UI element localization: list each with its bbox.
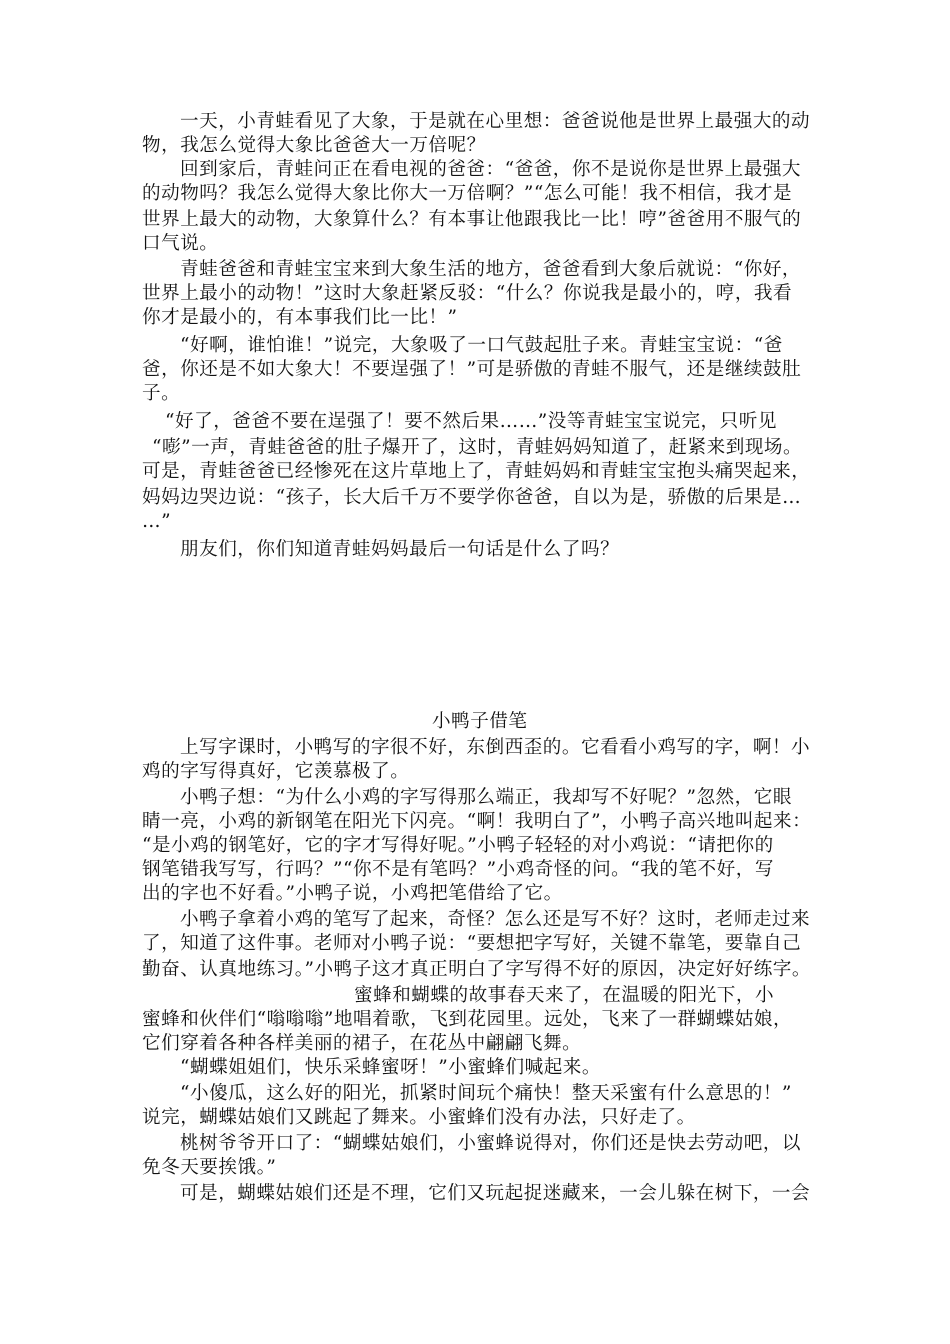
paragraph-line: 说完，蝴蝶姑娘们又跳起了舞来。小蜜蜂们没有办法，只好走了。 [142,1107,696,1128]
story-title: 小鸭子借笔 [432,711,528,732]
paragraph-line: “是小鸡的钢笔好，它的字才写得好呢。”小鸭子轻轻的对小鸡说：“请把你的 [142,835,774,856]
paragraph-line: 物，我怎么觉得大象比爸爸大一万倍呢？ [142,135,486,156]
paragraph-line: “小傻瓜，这么好的阳光，抓紧时间玩个痛快！整天采蜜有什么意思的！” [180,1083,792,1104]
paragraph-line: 鸡的字写得真好，它羡慕极了。 [142,761,410,782]
paragraph-line: 世界上最大的动物，大象算什么？有本事让他跟我比一比！哼”爸爸用不服气的 [142,209,802,230]
paragraph-line: 一天，小青蛙看见了大象，于是就在心里想：爸爸说他是世界上最强大的动 [180,111,811,132]
paragraph-line: 它们穿着各种各样美丽的裙子，在花丛中翩翩飞舞。 [142,1033,582,1054]
paragraph-line: 可是，青蛙爸爸已经惨死在这片草地上了，青蛙妈妈和青蛙宝宝抱头痛哭起来， [142,461,811,482]
paragraph-line: 青蛙爸爸和青蛙宝宝来到大象生活的地方，爸爸看到大象后就说：“你好， [180,259,802,280]
paragraph-line: 出的字也不好看。”小鸭子说，小鸡把笔借给了它。 [142,883,563,904]
paragraph-line: “嘭”一声，青蛙爸爸的肚子爆开了，这时，青蛙妈妈知道了，赶紧来到现场。 [152,437,803,458]
paragraph-line: 勤奋、认真地练习。”小鸭子这才真正明白了字写得不好的原因，决定好好练字。 [142,959,811,980]
paragraph-line: 爸，你还是不如大象大！不要逞强了！”可是骄傲的青蛙不服气，还是继续鼓肚 [142,359,802,380]
paragraph-line: 子。 [142,383,181,404]
paragraph-line: 世界上最小的动物！”这时大象赶紧反驳：“什么？你说我是最小的，哼，我看 [142,283,793,304]
paragraph-line: 妈妈边哭边说：“孩子，长大后千万不要学你爸爸，自以为是，骄傲的后果是… [142,487,802,508]
paragraph-line: 蜜蜂和蝴蝶的故事春天来了，在温暖的阳光下，小 [354,985,775,1006]
paragraph-line: 小鸭子想：“为什么小鸡的字写得那么端正，我却写不好呢？”忽然，它眼 [180,787,792,808]
paragraph-line: 可是，蝴蝶姑娘们还是不理，它们又玩起捉迷藏来，一会儿躲在树下，一会 [180,1183,811,1204]
paragraph-line: “蝴蝶姐姐们，快乐采蜂蜜呀！”小蜜蜂们喊起来。 [180,1057,601,1078]
paragraph-line: 小鸭子拿着小鸡的笔写了起来，奇怪？怎么还是写不好？这时，老师走过来 [180,909,811,930]
paragraph-line: …” [142,511,172,532]
paragraph-line: “好啊，谁怕谁！”说完，大象吸了一口气鼓起肚子来。青蛙宝宝说：“爸 [180,335,783,356]
paragraph-line: 睛一亮，小鸡的新钢笔在阳光下闪亮。“啊！我明白了”，小鸭子高兴地叫起来： [142,811,812,832]
paragraph-line: 免冬天要挨饿。” [142,1157,277,1178]
paragraph-line: 回到家后，青蛙问正在看电视的爸爸：“爸爸，你不是说你是世界上最强大 [180,159,802,180]
paragraph-line: 桃树爷爷开口了：“蝴蝶姑娘们，小蜜蜂说得对，你们还是快去劳动吧，以 [180,1133,802,1154]
paragraph-line: 蜜蜂和伙伴们“嗡嗡嗡”地唱着歌，飞到花园里。远处，飞来了一群蝴蝶姑娘， [142,1009,793,1030]
paragraph-line: “好了，爸爸不要在逞强了！要不然后果……”没等青蛙宝宝说完，只听见 [165,411,777,432]
paragraph-line: 口气说。 [142,233,219,254]
paragraph-line: 朋友们，你们知道青蛙妈妈最后一句话是什么了吗？ [180,539,620,560]
paragraph-line: 你才是最小的，有本事我们比一比！” [142,307,458,328]
paragraph-line: 了，知道了这件事。老师对小鸭子说：“要想把字写好，关键不靠笔，要靠自己 [142,933,802,954]
paragraph-line: 的动物吗？我怎么觉得大象比你大一万倍啊？”“怎么可能！我不相信，我才是 [142,183,793,204]
paragraph-line: 钢笔错我写写，行吗？”“你不是有笔吗？”小鸡奇怪的问。“我的笔不好，写 [142,859,774,880]
paragraph-line: 上写字课时，小鸭写的字很不好，东倒西歪的。它看看小鸡写的字，啊！小 [180,737,811,758]
